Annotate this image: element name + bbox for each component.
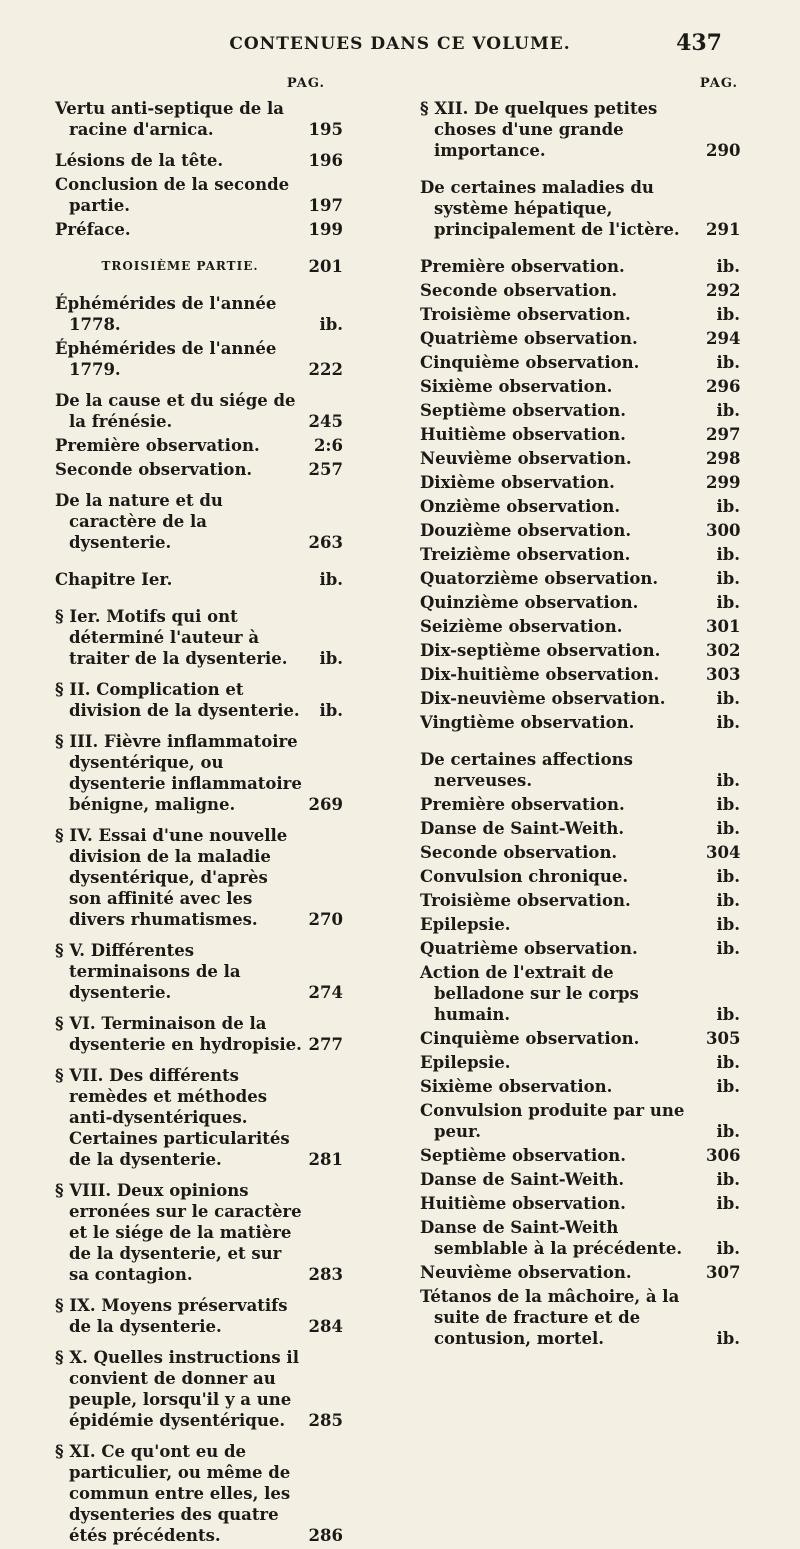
toc-entry [420,664,740,685]
toc-entry [420,1193,740,1214]
toc-entry [420,544,740,565]
page-number: 437 [676,30,722,56]
toc-entry-title: Préface. [55,220,131,239]
toc-entry-page: ib. [716,569,740,588]
toc-entry-title: Douzième observation. [420,521,632,540]
toc-entry-page: 291 [706,220,741,239]
toc-entry-page: ib. [716,689,740,708]
left-entry-list [55,98,343,1546]
toc-entry-title: Onzième observation. [420,497,621,516]
toc-entry [420,592,740,613]
toc-entry [55,940,343,1003]
toc-entry-page: ib. [716,1239,740,1258]
toc-entry [55,825,343,930]
toc-entry-title: De certaines maladies du système hépatique, principalement de l'ictère. [420,178,680,239]
toc-entry-page: ib. [716,1194,740,1213]
toc-entry-title: Septième observation. [420,401,626,420]
toc-entry-page: ib. [716,257,740,276]
toc-entry [55,569,343,590]
toc-entry-page: 305 [706,1029,741,1048]
toc-entry [420,890,740,911]
toc-entry [420,568,740,589]
toc-entry-page: ib. [716,891,740,910]
toc-entry-title: § IV. Essai d'une nouvelle division de la maladie dysentérique, d'après son affinité avec les divers rhumatismes. [55,826,288,929]
toc-entry-page: 277 [308,1035,343,1054]
toc-entry-title: Seizième observation. [420,617,623,636]
toc-entry-page: 281 [308,1150,343,1169]
toc-entry [420,177,740,240]
toc-entry-title: § Ier. Motifs qui ont déterminé l'auteur à traiter de la dysenterie. [55,607,288,668]
toc-entry-title: Vertu anti-septique de la racine d'arnica. [55,99,284,139]
toc-entry-page: 263 [308,533,343,552]
toc-entry-page: 306 [706,1146,741,1165]
toc-entry-page: 269 [308,795,343,814]
toc-entry [420,1262,740,1283]
toc-entry-title: Troisième observation. [420,305,631,324]
toc-entry [55,435,343,456]
toc-entry-title: § XII. De quelques petites choses d'une grande importance. [420,99,658,160]
toc-entry-page: ib. [716,867,740,886]
toc-entry-title: § II. Complication et division de la dysenterie. [55,680,300,720]
toc-entry [420,914,740,935]
toc-entry-page: 296 [706,377,741,396]
toc-entry [420,280,740,301]
toc-entry-title: Action de l'extrait de belladone sur le corps humain. [420,963,639,1024]
toc-entry-page: 285 [308,1411,343,1430]
toc-entry [420,1286,740,1349]
toc-entry-page: ib. [716,545,740,564]
toc-entry [420,749,740,791]
toc-entry [420,712,740,733]
toc-entry-page: 274 [308,983,343,1002]
toc-entry-page: 299 [706,473,741,492]
toc-entry-page: ib. [716,1122,740,1141]
toc-entry-title: Convulsion chronique. [420,867,629,886]
toc-entry [420,1076,740,1097]
toc-entry [55,1013,343,1055]
toc-entry-title: Danse de Saint-Weith semblable à la précédente. [420,1218,683,1258]
toc-entry-title: Quatrième observation. [420,329,638,348]
toc-entry [420,352,740,373]
toc-entry-title: TROISIÈME PARTIE. [101,259,259,273]
toc-entry-title: Première observation. [420,257,625,276]
pag-label: PAG. [286,76,325,91]
toc-entry-page: ib. [716,1005,740,1024]
toc-entry-title: Convulsion produite par une peur. [420,1101,685,1141]
toc-entry-page: ib. [716,915,740,934]
toc-entry-page: 304 [706,843,741,862]
toc-entry-page: 292 [706,281,741,300]
toc-entry [420,328,740,349]
toc-entry-title: Danse de Saint-Weith. [420,1170,625,1189]
toc-entry-page: 201 [308,257,343,276]
toc-entry-page: 307 [706,1263,741,1282]
toc-entry-page: 286 [308,1526,343,1545]
toc-entry-title: § VII. Des différents remèdes et méthodes anti-dysentériques. Certaines particularités de la dysenterie. [55,1066,290,1169]
toc-entry-title: Dix-neuvième observation. [420,689,666,708]
toc-entry-title: Cinquième observation. [420,1029,640,1048]
toc-entry [55,338,343,380]
toc-entry [55,679,343,721]
toc-entry-title: Tétanos de la mâchoire, à la suite de fracture et de contusion, mortel. [420,1287,680,1348]
toc-entry-title: Dix-septième observation. [420,641,661,660]
toc-entry-page: 301 [706,617,741,636]
toc-entry-title: De la nature et du caractère de la dysenterie. [55,491,223,552]
toc-entry [55,219,343,240]
toc-entry-title: De certaines affections nerveuses. [420,750,633,790]
toc-entry [420,842,740,863]
toc-entry-title: Neuvième observation. [420,1263,632,1282]
toc-entry-page: ib. [716,819,740,838]
toc-entry-page: ib. [716,593,740,612]
toc-entry-page: 270 [308,910,343,929]
toc-entry-page: 199 [308,220,343,239]
toc-entry [55,390,343,432]
toc-entry [420,1028,740,1049]
toc-entry-title: Cinquième observation. [420,353,640,372]
left-column [55,76,343,1549]
toc-entry [420,98,740,161]
toc-entry-title: Neuvième observation. [420,449,632,468]
toc-entry-page: 283 [308,1265,343,1284]
toc-entry-page: 257 [308,460,343,479]
toc-entry-page: ib. [716,713,740,732]
toc-entry [420,818,740,839]
toc-entry-page: 2:6 [313,436,343,455]
toc-entry [420,1169,740,1190]
toc-entry-page: 297 [706,425,741,444]
toc-entry-page: ib. [716,1329,740,1348]
toc-entry-title: § IX. Moyens préservatifs de la dysenterie. [55,1296,288,1336]
toc-entry [55,606,343,669]
toc-entry-page: 196 [308,151,343,170]
toc-entry [420,448,740,469]
toc-entry-title: Seconde observation. [55,460,253,479]
toc-entry-page: 284 [308,1317,343,1336]
toc-entry-title: § III. Fièvre inflammatoire dysentérique, ou dysenterie inflammatoire bénigne, maligne. [55,732,302,814]
toc-entry-page: ib. [716,1170,740,1189]
toc-entry-page: ib. [716,1077,740,1096]
toc-entry [55,1180,343,1285]
toc-entry-page: ib. [716,353,740,372]
toc-entry [420,496,740,517]
toc-entry [420,640,740,661]
toc-entry-title: § V. Différentes terminaisons de la dysenterie. [55,941,241,1002]
toc-entry-title: Conclusion de la seconde partie. [55,175,290,215]
toc-entry-title: Epilepsie. [420,1053,511,1072]
toc-entry-title: § VI. Terminaison de la dysenterie en hydropisie. [55,1014,302,1054]
running-title: CONTENUES DANS CE VOLUME. [229,34,571,54]
toc-entry-page: 298 [706,449,741,468]
toc-entry-title: Éphémérides de l'année 1779. [55,339,277,379]
toc-entry-title: Première observation. [55,436,260,455]
toc-entry [420,400,740,421]
toc-entry-page: ib. [319,649,343,668]
right-column [420,76,740,1352]
toc-entry-title: § XI. Ce qu'ont eu de particulier, ou même de commun entre elles, les dysenteries des quatre étés précédents. [55,1442,291,1545]
toc-entry-page: 302 [706,641,741,660]
toc-entry-page: 197 [308,196,343,215]
toc-entry [55,98,343,140]
toc-entry-title: Huitième observation. [420,425,626,444]
toc-entry [55,293,343,335]
pag-label: PAG. [699,76,738,91]
toc-entry [55,256,343,277]
toc-entry-title: Treizième observation. [420,545,631,564]
toc-entry [55,490,343,553]
toc-entry [420,962,740,1025]
toc-entry [420,376,740,397]
toc-entry [55,174,343,216]
toc-entry [420,794,740,815]
toc-entry [420,472,740,493]
toc-entry-title: Seconde observation. [420,843,618,862]
toc-entry-page: 300 [706,521,741,540]
toc-entry-title: Éphémérides de l'année 1778. [55,294,277,334]
toc-entry-page: ib. [319,701,343,720]
toc-entry [420,938,740,959]
toc-entry [420,616,740,637]
toc-entry [420,520,740,541]
toc-entry-page: ib. [716,939,740,958]
toc-entry-title: Huitième observation. [420,1194,626,1213]
toc-entry [55,1441,343,1546]
toc-entry-title: Quinzième observation. [420,593,639,612]
toc-entry-title: Sixième observation. [420,1077,613,1096]
toc-entry-page: 222 [308,360,343,379]
toc-entry [55,1065,343,1170]
toc-entry [420,304,740,325]
toc-entry-page: ib. [319,570,343,589]
toc-entry [420,1217,740,1259]
toc-entry-title: Quatorzième observation. [420,569,659,588]
toc-entry-title: Quatrième observation. [420,939,638,958]
right-entry-list [420,98,740,1349]
toc-entry [55,1347,343,1431]
toc-entry-title: Seconde observation. [420,281,618,300]
toc-entry [420,424,740,445]
toc-entry-title: Septième observation. [420,1146,626,1165]
toc-entry-title: Epilepsie. [420,915,511,934]
toc-entry-title: Danse de Saint-Weith. [420,819,625,838]
toc-entry-page: 245 [308,412,343,431]
toc-entry-title: Vingtième observation. [420,713,635,732]
toc-entry-title: Dix-huitième observation. [420,665,660,684]
toc-entry-title: § VIII. Deux opinions erronées sur le caractère et le siége de la matière de la dysenterie, et sur sa contagion. [55,1181,302,1284]
toc-entry [420,1145,740,1166]
toc-entry [420,688,740,709]
toc-entry-title: Chapitre Ier. [55,570,173,589]
toc-entry [420,256,740,277]
toc-entry-title: § X. Quelles instructions il convient de donner au peuple, lorsqu'il y a une épidémie dysentérique. [55,1348,299,1430]
toc-entry-title: De la cause et du siége de la frénésie. [55,391,296,431]
page-header [0,20,800,60]
toc-entry-title: Première observation. [420,795,625,814]
toc-entry-page: ib. [319,315,343,334]
toc-entry [55,1295,343,1337]
toc-entry-page: ib. [716,497,740,516]
toc-entry-title: Dixième observation. [420,473,615,492]
toc-entry [420,1052,740,1073]
toc-entry [420,1100,740,1142]
toc-entry-page: 290 [706,141,741,160]
toc-entry-page: 303 [706,665,741,684]
toc-entry-title: Troisième observation. [420,891,631,910]
toc-entry-title: Lésions de la tête. [55,151,224,170]
toc-entry-title: Sixième observation. [420,377,613,396]
toc-entry-page: ib. [716,305,740,324]
toc-entry-page: ib. [716,1053,740,1072]
toc-entry [55,731,343,815]
toc-entry-page: 195 [308,120,343,139]
toc-entry [55,150,343,171]
toc-entry [420,866,740,887]
toc-entry-page: ib. [716,795,740,814]
toc-entry [55,459,343,480]
toc-entry-page: 294 [706,329,741,348]
toc-entry-page: ib. [716,401,740,420]
toc-entry-page: ib. [716,771,740,790]
